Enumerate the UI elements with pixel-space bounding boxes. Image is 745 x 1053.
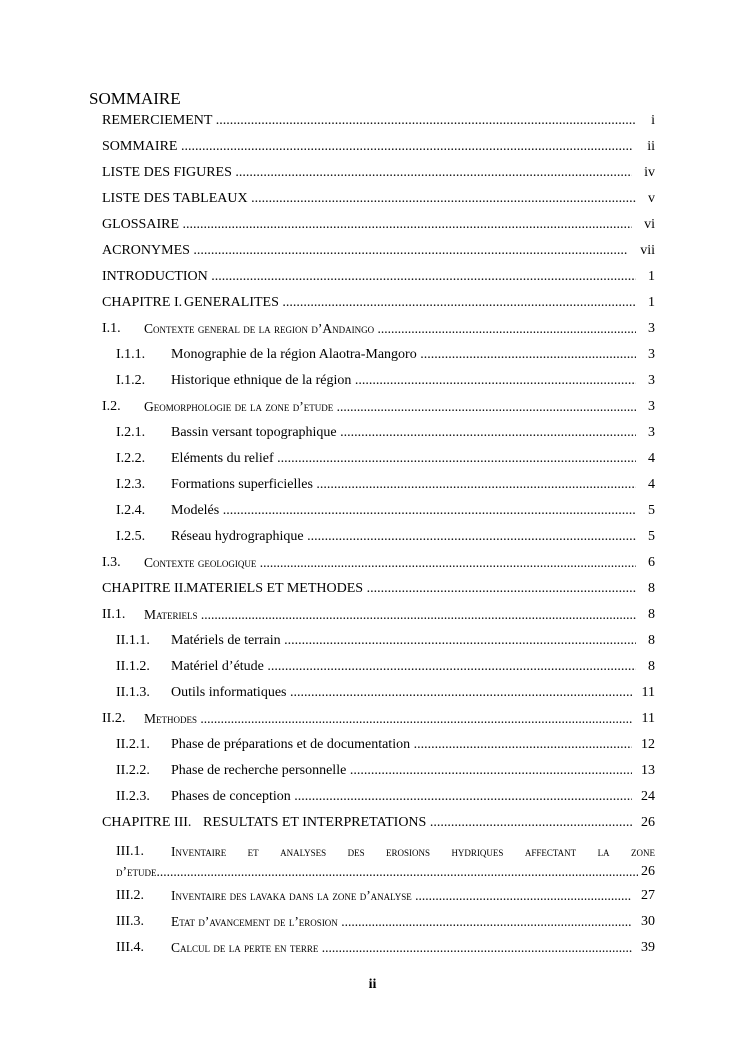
toc-entry-page: 3 xyxy=(648,347,655,362)
toc-entry-label: Phase de préparations et de documentation ..... xyxy=(171,735,632,755)
toc-entry-word: analyses xyxy=(280,844,327,859)
page-number-footer: ii xyxy=(368,977,377,992)
toc-entry-page: i xyxy=(651,113,655,128)
toc-entry-page: 39 xyxy=(641,940,655,955)
toc-entry-label: Outils informatiques ..... xyxy=(171,683,632,703)
toc-entry-label: Materiels ..... xyxy=(144,605,636,625)
toc-entry[interactable] xyxy=(0,319,745,339)
toc-entry[interactable] xyxy=(0,787,745,807)
toc-entry-number: III.3. xyxy=(116,914,144,929)
toc-entry-word: et xyxy=(247,844,259,859)
toc-entry-page: 3 xyxy=(648,373,655,388)
toc-entry[interactable] xyxy=(0,605,745,625)
toc-entry-page: 5 xyxy=(648,529,655,544)
toc-entry-number: II.2.1. xyxy=(116,737,150,752)
toc-entry-label: Modelés ..... xyxy=(171,501,636,521)
toc-entry-number: II.1. xyxy=(102,607,126,622)
toc-entry-number: I.3. xyxy=(102,555,121,570)
toc-entry-page: vi xyxy=(644,217,655,232)
toc-entry-label: Réseau hydrographique ..... xyxy=(171,527,636,547)
toc-entry-number: I.2.3. xyxy=(116,477,146,492)
toc-entry-page: 11 xyxy=(641,685,655,700)
toc-entry-page: 30 xyxy=(641,914,655,929)
toc-entry[interactable] xyxy=(0,371,745,391)
toc-entry[interactable] xyxy=(0,293,745,313)
toc-entry[interactable] xyxy=(0,553,745,573)
toc-entry-label: SOMMAIRE ..... xyxy=(102,137,632,157)
toc-entry[interactable] xyxy=(0,423,745,443)
toc-entry[interactable] xyxy=(0,527,745,547)
toc-entry-word: Inventaire xyxy=(171,844,227,859)
toc-entry-label: LISTE DES TABLEAUX ..... xyxy=(102,189,636,209)
toc-entry-page: 4 xyxy=(648,451,655,466)
toc-entry-label: Eléments du relief ..... xyxy=(171,449,636,469)
toc-entry-number: CHAPITRE III. xyxy=(102,815,192,830)
toc-entry-page: 8 xyxy=(648,659,655,674)
toc-entry-label: Etat d’avancement de l’erosion ..... xyxy=(171,912,632,932)
toc-entry-label: ACRONYMES ..... xyxy=(102,241,628,261)
toc-entry-page: 8 xyxy=(648,607,655,622)
toc-entry-label: GLOSSAIRE ..... xyxy=(102,215,632,235)
toc-entry-page: iv xyxy=(644,165,655,180)
toc-entry-page: 12 xyxy=(641,737,655,752)
toc-entry[interactable] xyxy=(0,475,745,495)
toc-entry-label-line1 xyxy=(171,842,655,862)
toc-entry-label: Formations superficielles ..... xyxy=(171,475,636,495)
toc-entry-page: 6 xyxy=(648,555,655,570)
toc-entry-number: II.1.2. xyxy=(116,659,150,674)
page-title: SOMMAIRE xyxy=(89,89,181,108)
toc-entry-number: II.2. xyxy=(102,711,126,726)
toc-entry-label: Matériel d’étude ..... xyxy=(171,657,636,677)
toc-entry-page: 24 xyxy=(641,789,655,804)
toc-entry-number: III.2. xyxy=(116,888,144,903)
toc-entry-page: 26 xyxy=(641,815,655,830)
toc-entry-word: erosions xyxy=(386,844,431,859)
toc-entry-label: Geomorphologie de la zone d’etude ..... xyxy=(144,397,636,417)
toc-entry-word: la xyxy=(597,844,610,859)
toc-entry-word: zone xyxy=(630,844,655,859)
toc-entry-label: Phases de conception ..... xyxy=(171,787,632,807)
toc-entry-label: INTRODUCTION ..... xyxy=(102,267,636,287)
toc-entry-number: II.1.1. xyxy=(116,633,150,648)
toc-entry-page: v xyxy=(648,191,655,206)
toc-entry[interactable] xyxy=(0,137,745,157)
toc-entry[interactable] xyxy=(0,886,745,906)
toc-entry[interactable] xyxy=(0,813,745,833)
toc-entry[interactable] xyxy=(0,683,745,703)
toc-entry-number: III.1. xyxy=(116,844,144,859)
toc-entry-number: CHAPITRE II. xyxy=(102,581,187,596)
toc-entry-label: REMERCIEMENT ..... xyxy=(102,111,636,131)
toc-entry[interactable] xyxy=(0,267,745,287)
toc-entry-number: I.2.1. xyxy=(116,425,146,440)
toc-entry-label: Inventaire des lavaka dans la zone d’analyse ..... xyxy=(171,886,632,906)
toc-entry-number: I.1. xyxy=(102,321,121,336)
toc-entry-page: 8 xyxy=(648,581,655,596)
toc-entry[interactable] xyxy=(0,501,745,521)
toc-entry-page: 3 xyxy=(648,399,655,414)
toc-entry-page: 1 xyxy=(648,269,655,284)
toc-entry[interactable] xyxy=(0,111,745,131)
toc-entry-number: II.2.2. xyxy=(116,763,150,778)
toc-entry-page: ii xyxy=(647,139,655,154)
toc-entry-word: des xyxy=(347,844,365,859)
toc-entry-label: Historique ethnique de la région ..... xyxy=(171,371,636,391)
toc-entry[interactable] xyxy=(0,215,745,235)
toc-entry[interactable] xyxy=(0,938,745,958)
toc-entry-page: 27 xyxy=(641,888,655,903)
toc-entry[interactable] xyxy=(0,241,745,261)
toc-entry-word: hydriques xyxy=(451,844,504,859)
toc-entry-page: 26 xyxy=(641,864,655,879)
toc-entry-label: Calcul de la perte en terre ..... xyxy=(171,938,632,958)
toc-entry-label: Phase de recherche personnelle ..... xyxy=(171,761,632,781)
toc-entry[interactable] xyxy=(0,912,745,932)
toc-entry[interactable] xyxy=(0,345,745,365)
toc-entry[interactable] xyxy=(0,397,745,417)
toc-entry[interactable] xyxy=(0,709,745,729)
toc-entry[interactable] xyxy=(0,631,745,651)
toc-entry-number: I.2.5. xyxy=(116,529,146,544)
toc-entry[interactable] xyxy=(0,449,745,469)
toc-entry-page: 1 xyxy=(648,295,655,310)
toc-entry[interactable] xyxy=(0,163,745,183)
toc-entry-number: II.2.3. xyxy=(116,789,150,804)
toc-entry-label: Methodes ..... xyxy=(144,709,632,729)
toc-entry-label: Bassin versant topographique ..... xyxy=(171,423,636,443)
toc-entry-number: I.1.2. xyxy=(116,373,146,388)
toc-entry-page: 13 xyxy=(641,763,655,778)
toc-entry-page: 3 xyxy=(648,425,655,440)
toc-entry-number: II.1.3. xyxy=(116,685,150,700)
toc-entry-label: Contexte geologique ..... xyxy=(144,553,636,573)
toc-entry-label: Matériels de terrain ..... xyxy=(171,631,636,651)
toc-entry-label: GENERALITES ..... xyxy=(184,293,636,313)
toc-entry-page: 4 xyxy=(648,477,655,492)
toc-entry-number: CHAPITRE I. xyxy=(102,295,183,310)
toc-entry-label: LISTE DES FIGURES ..... xyxy=(102,163,632,183)
toc-entry-number: I.2.4. xyxy=(116,503,146,518)
toc-entry[interactable] xyxy=(0,579,745,599)
toc-entry-label: RESULTATS ET INTERPRETATIONS ..... xyxy=(203,813,632,833)
toc-entry-page: 5 xyxy=(648,503,655,518)
toc-entry-page: 11 xyxy=(641,711,655,726)
toc-entry[interactable] xyxy=(0,657,745,677)
toc-entry-number: I.1.1. xyxy=(116,347,146,362)
toc-entry-page: 3 xyxy=(648,321,655,336)
toc-entry-number: I.2.2. xyxy=(116,451,146,466)
toc-entry-label: Monographie de la région Alaotra-Mangoro ..... xyxy=(171,345,636,365)
toc-entry-number: III.4. xyxy=(116,940,144,955)
toc-entry-page: vii xyxy=(640,243,655,258)
toc-entry[interactable] xyxy=(0,189,745,209)
toc-entry-number: I.2. xyxy=(102,399,121,414)
toc-entry-label: Contexte general de la region d’Andaingo ..... xyxy=(144,319,636,339)
toc-entry-page: 8 xyxy=(648,633,655,648)
toc-entry-word: affectant xyxy=(524,844,577,859)
toc-entry[interactable] xyxy=(0,761,745,781)
toc-entry[interactable] xyxy=(0,735,745,755)
toc-entry-label: MATERIELS ET METHODES ..... xyxy=(186,579,636,599)
toc-entry-label-line2: d’etude ..... xyxy=(116,862,638,882)
